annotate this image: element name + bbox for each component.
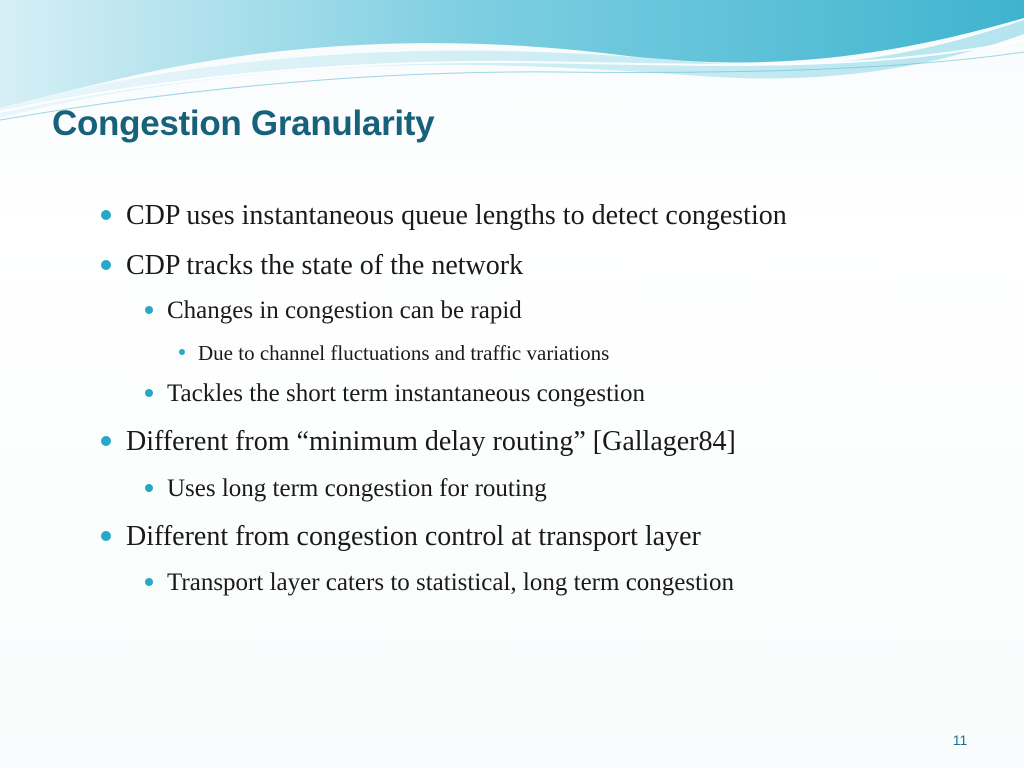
sub-bullet-item (167, 474, 547, 504)
sub-sub-bullet-item (198, 340, 609, 366)
bullet-item (126, 249, 523, 283)
sub-bullet-item (167, 296, 522, 326)
bullet-text: Different from congestion control at transport layer (126, 521, 701, 552)
bullet-text: Transport layer caters to statistical, long term congestion (167, 569, 735, 596)
bullet-item (126, 199, 787, 233)
bullet-dot-icon (179, 349, 185, 355)
bullet-item (126, 520, 701, 554)
bullet-item (126, 425, 736, 459)
slide-number: 11 (952, 732, 968, 748)
bullet-dot-icon (101, 531, 111, 541)
bullet-text: CDP uses instantaneous queue lengths to detect congestion (126, 200, 787, 231)
bullet-dot-icon (145, 578, 153, 586)
bullet-dot-icon (101, 260, 111, 270)
bullet-dot-icon (145, 306, 153, 314)
bullet-dot-icon (101, 210, 111, 220)
bullet-dot-icon (145, 389, 153, 397)
bullet-dot-icon (101, 436, 111, 446)
sub-bullet-item (167, 379, 645, 409)
sub-bullet-item (167, 568, 734, 598)
bullet-text: Different from “minimum delay routing” [Gallager84] (126, 426, 736, 457)
bullet-dot-icon (145, 484, 153, 492)
bullet-text: Tackles the short term instantaneous congestion (167, 380, 645, 407)
slide-title: Congestion Granularity (52, 104, 435, 143)
bullet-text: Due to channel fluctuations and traffic variations (198, 341, 610, 365)
bullet-text: Uses long term congestion for routing (167, 475, 547, 502)
bullet-text: Changes in congestion can be rapid (167, 297, 522, 324)
bullet-text: CDP tracks the state of the network (126, 250, 524, 281)
